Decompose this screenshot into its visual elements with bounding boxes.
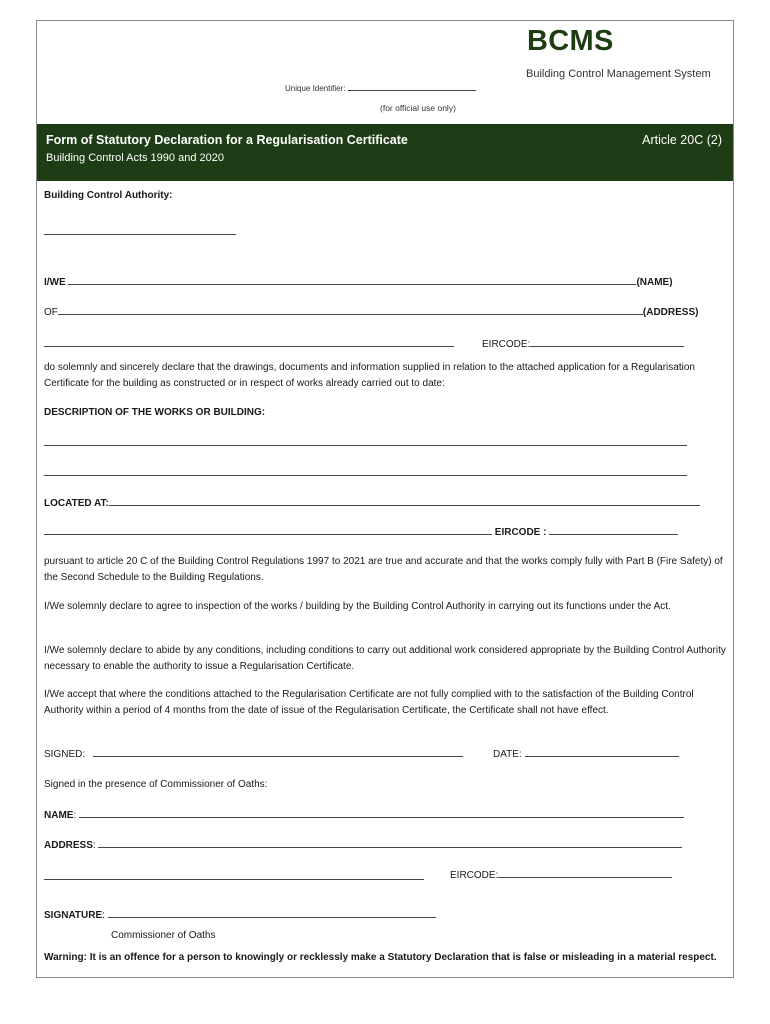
located-row	[44, 496, 700, 509]
title-banner	[37, 124, 733, 181]
description-label: DESCRIPTION OF THE WORKS OR BUILDING:	[44, 407, 266, 418]
commissioner-name-row: NAME:	[44, 808, 684, 821]
form-article: Article 20C (2)	[642, 133, 722, 147]
official-use-note: (for official use only)	[380, 103, 456, 113]
location-eircode-field[interactable]	[549, 525, 678, 535]
name-row	[44, 275, 673, 288]
commissioner-name-field[interactable]	[79, 808, 684, 818]
signed-label: SIGNED:	[44, 749, 86, 760]
bcms-logo: BCMS	[527, 25, 614, 57]
commissioner-address-field[interactable]	[98, 838, 682, 848]
date-row	[493, 747, 679, 760]
address-row	[44, 305, 698, 318]
form-acts: Building Control Acts 1990 and 2020	[46, 152, 224, 164]
commissioner-eircode-field[interactable]	[498, 868, 672, 878]
of-label: OF	[44, 307, 58, 318]
commissioner-address-row: ADDRESS:	[44, 838, 682, 851]
located-label: LOCATED AT:	[44, 498, 109, 509]
form-title: Form of Statutory Declaration for a Regularisation Certificate	[46, 133, 408, 147]
unique-identifier-field[interactable]	[348, 81, 476, 91]
pursuant-paragraph: pursuant to article 20 C of the Building Control Regulations 1997 to 2021 are true and accurate and that the works comply fully with Part B (Fire Safety) of the Second Schedule to the Building Regulations.	[44, 556, 723, 583]
unique-identifier-row	[285, 81, 476, 93]
signature-field[interactable]	[108, 908, 436, 918]
eircode-row-1	[482, 337, 684, 350]
form-page	[36, 20, 734, 978]
declarant-eircode-field[interactable]	[530, 337, 684, 347]
date-label: DATE:	[493, 749, 522, 760]
declarant-name-field[interactable]	[68, 275, 636, 285]
eircode-label-3: EIRCODE:	[450, 870, 499, 881]
iwe-label: I/WE	[44, 277, 66, 288]
commissioner-address-line2-field[interactable]	[44, 870, 424, 880]
description-line-1[interactable]	[44, 436, 687, 446]
declaration-paragraph: do solemnly and sincerely declare that the drawings, documents and information supplied in relation to the attached application for a Regularisation Certificate for the building as constructed or in respect of works already carried out to date:	[44, 362, 695, 389]
warning-text: Warning: It is an offence for a person to knowingly or recklessly make a Statutory Declaration that is false or misleading in a material respect.	[44, 952, 717, 963]
commissioner-caption: Commissioner of Oaths	[111, 930, 216, 941]
commissioner-name-label: NAME	[44, 810, 74, 821]
declarant-address-line2-field[interactable]	[44, 337, 454, 347]
logo-subtitle: Building Control Management System	[526, 68, 711, 80]
signature-label: SIGNATURE	[44, 910, 103, 921]
eircode-label-1: EIRCODE:	[482, 339, 531, 350]
eircode-row-3	[450, 868, 672, 881]
signature-row: SIGNATURE:	[44, 908, 436, 921]
location-line2-row	[44, 525, 678, 538]
unique-identifier-label: Unique Identifier:	[285, 84, 346, 93]
signed-row	[44, 747, 463, 760]
presence-text: Signed in the presence of Commissioner of Oaths:	[44, 779, 268, 790]
authority-label: Building Control Authority:	[44, 190, 173, 201]
declarant-address-field[interactable]	[58, 305, 643, 315]
accept-paragraph: I/We accept that where the conditions attached to the Regularisation Certificate are not fully complied with to the satisfaction of the Building Control Authority within a period of 4 months from the date of issue of the Regularisation Certificate, the Certificate shall not have effect.	[44, 689, 694, 716]
inspection-paragraph: I/We solemnly declare to agree to inspection of the works / building by the Building Control Authority in carrying out its functions under the Act.	[44, 601, 671, 612]
location-line2-field[interactable]	[44, 525, 492, 535]
name-suffix: (NAME)	[636, 277, 673, 288]
authority-field[interactable]	[44, 225, 236, 235]
description-line-2[interactable]	[44, 466, 687, 476]
date-field[interactable]	[525, 747, 679, 757]
signed-field[interactable]	[93, 747, 463, 757]
conditions-paragraph: I/We solemnly declare to abide by any conditions, including conditions to carry out additional work considered appropriate by the Building Control Authority necessary to enable the authority to issue a Regularisation Certificate.	[44, 645, 726, 672]
address-suffix: (ADDRESS)	[642, 307, 699, 318]
eircode-label-2: EIRCODE :	[494, 527, 547, 538]
located-at-field[interactable]	[109, 496, 700, 506]
commissioner-address-label: ADDRESS	[44, 840, 93, 851]
